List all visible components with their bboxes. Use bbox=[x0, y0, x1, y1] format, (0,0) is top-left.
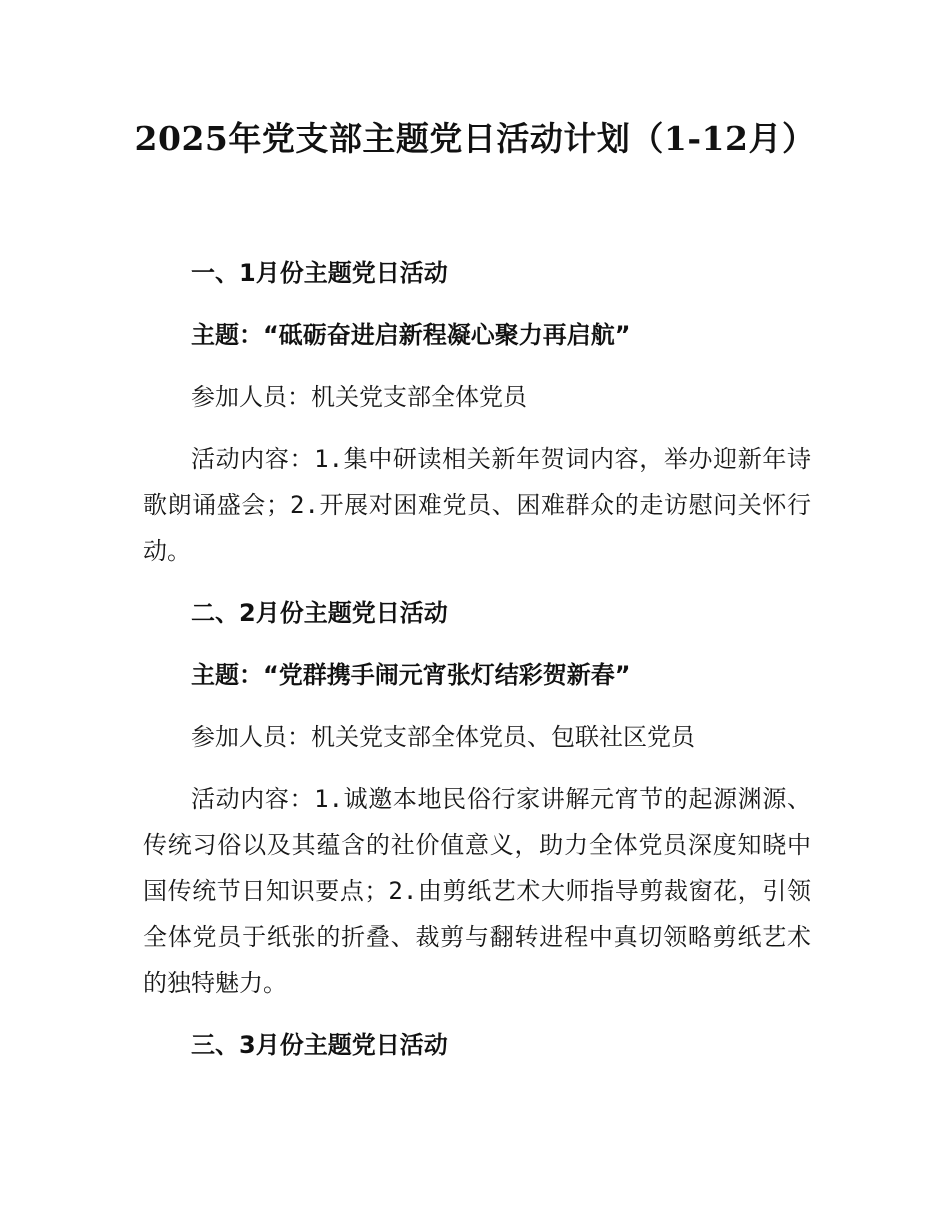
section-activity: 活动内容：1.诚邀本地民俗行家讲解元宵节的起源渊源、传统习俗以及其蕴含的社价值意义，助力全体党员深度知晓中国传统节日知识要点；2.由剪纸艺术大师指导剪裁窗花，引领全体党员于纸张的折叠、裁剪与翻转进程中真切领略剪纸艺术的独特魅力。 bbox=[143, 785, 811, 997]
document-title: 2025年党支部主题党日活动计划（1-12月） bbox=[134, 119, 816, 158]
section-participants: 参加人员：机关党支部全体党员、包联社区党员 bbox=[191, 723, 695, 751]
section-theme: 主题：“砥砺奋进启新程凝心聚力再启航” bbox=[191, 321, 631, 349]
section-march bbox=[143, 1022, 811, 1068]
section-activity: 活动内容：1.集中研读相关新年贺词内容，举办迎新年诗歌朗诵盛会；2.开展对困难党员、困难群众的走访慰问关怀行动。 bbox=[143, 445, 811, 565]
section-theme: 主题：“党群携手闹元宵张灯结彩贺新春” bbox=[191, 661, 631, 689]
section-heading: 二、2月份主题党日活动 bbox=[191, 599, 448, 627]
section-heading: 三、3月份主题党日活动 bbox=[191, 1031, 448, 1059]
section-january bbox=[143, 250, 811, 574]
section-heading: 一、1月份主题党日活动 bbox=[191, 259, 448, 287]
section-february bbox=[143, 590, 811, 1006]
section-participants: 参加人员：机关党支部全体党员 bbox=[191, 383, 527, 411]
document-body bbox=[143, 250, 811, 1084]
